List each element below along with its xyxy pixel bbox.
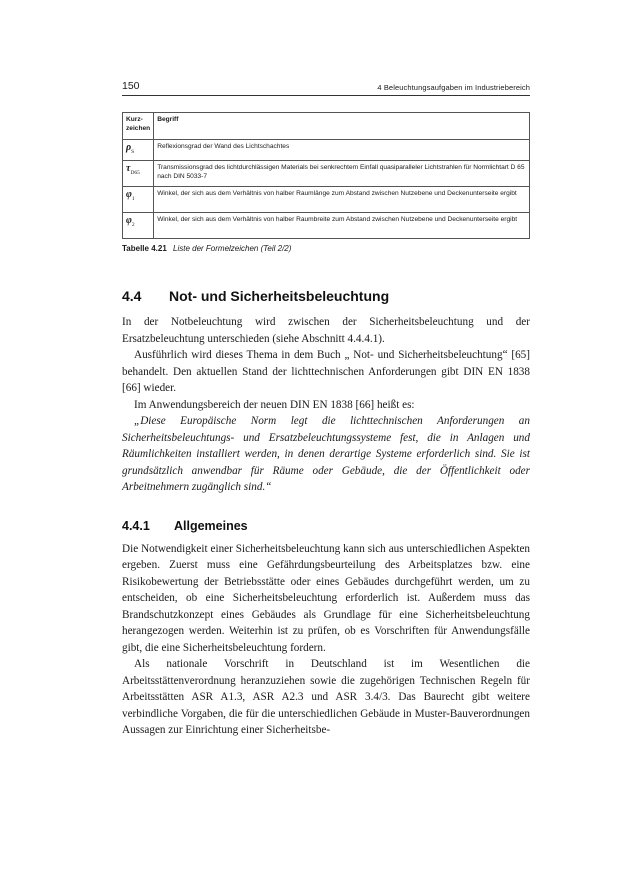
table-row [123, 140, 530, 161]
paragraph: Im Anwendungsbereich der neuen DIN EN 1838 [66] heißt es: [134, 398, 415, 411]
symbol-cell: $\tau_{D65}$ [123, 161, 154, 187]
subsection-number: 4.4.1 [122, 518, 150, 533]
paragraph: In der Notbeleuchtung wird zwischen der Sicherheitsbeleuchtung und der Ersatzbeleuchtung unterschieden (siehe Abschnitt 4.4.4.1). [122, 316, 530, 345]
chapter-title: 4 Beleuchtungsaufgaben im Industriebereich [377, 83, 530, 92]
symbol-cell: $\rho_S$ [123, 140, 154, 161]
term-cell: Transmissionsgrad des lichtdurchlässigen Materials bei senkrechtem Einfall quasiparalleler Lichtstrahlen für Normlichtart D 65 nach DIN 5033-7 [154, 161, 530, 187]
subsection-heading [122, 519, 530, 533]
quote-paragraph: „Diese Europäische Norm legt die lichttechnischen Anforderungen an Sicherheitsbeleuchtungs- und Ersatzbeleuchtungssysteme fest, die in Anlagen und Räumlichkeiten installiert werden, in denen derartige Systeme erforderlich sind. Sie ist grundsätzlich anwendbar für Räume oder Gebäude, die der Öffentlichkeit oder Arbeitnehmern zugänglich sind.“ [122, 415, 530, 493]
table-header-row [123, 113, 530, 140]
term-cell: Winkel, der sich aus dem Verhältnis von halber Raumbreite zum Abstand zwischen Nutzebene und Deckenunterseite ergibt [154, 213, 530, 239]
subsection-title: Allgemeines [174, 518, 248, 533]
subsection-body [122, 541, 530, 739]
caption-text: Liste der Formelzeichen (Teil 2/2) [173, 244, 292, 253]
section-title: Not- und Sicherheitsbeleuchtung [169, 288, 390, 304]
running-header [122, 78, 530, 96]
symbol-cell: $\varphi_2$ [123, 213, 154, 239]
formula-symbols-table [122, 112, 530, 239]
paragraph: Die Notwendigkeit einer Sicherheitsbeleuchtung kann sich aus unterschiedlichen Aspekten ergeben. Zuerst muss eine Gefährdungsbeurteilung des Arbeitsplatzes bzw. eine Risikobewertung der Betriebsstätte oder eines Gebäudes durchgeführt werden, um zu entscheiden, ob eine Sicherheitsbeleuchtung erforderlich ist. Außerdem muss das Brandschutzkonzept eines Gebäudes als Grundlage für eine Sicherheitsbeleuchtung herangezogen werden. Weiterhin ist zu prüfen, ob es Vorschriften für Anwendungsfälle gibt, die eine Sicherheitsbeleuchtung fordern. [122, 542, 530, 654]
section-heading [122, 288, 530, 304]
term-cell: Reflexionsgrad der Wand des Lichtschachtes [154, 140, 530, 161]
table-caption [122, 244, 530, 253]
column-header-abbrev: Kurz-zeichen [123, 113, 154, 140]
symbol-cell: $\varphi_1$ [123, 187, 154, 213]
term-cell: Winkel, der sich aus dem Verhältnis von halber Raumlänge zum Abstand zwischen Nutzebene und Deckenunterseite ergibt [154, 187, 530, 213]
caption-label: Tabelle 4.21 [122, 244, 167, 253]
table-row [123, 213, 530, 239]
paragraph: Als nationale Vorschrift in Deutschland ist im Wesentlichen die Arbeitsstättenverordnung heranzuziehen sowie die zugehörigen Technischen Regeln für Arbeitsstätten ASR A1.3, ASR A2.3 und ASR 3.4/3. Das Baurecht gibt weitere verbindliche Vorgaben, die für die unterschiedlichen Gebäude in Muster-Bauverordnungen Aussagen zur Einrichtung einer Sicherheitsbe- [122, 658, 530, 736]
page-number: 150 [122, 80, 140, 92]
table-row [123, 187, 530, 213]
table-row [123, 161, 530, 187]
column-header-term: Begriff [154, 113, 530, 140]
section-number: 4.4 [122, 288, 142, 304]
paragraph: Ausführlich wird dieses Thema in dem Buch „ Not- und Sicherheitsbeleuchtung“ [65] behandelt. Den aktuellen Stand der lichttechnischen Anforderungen gibt DIN EN 1838 [66] wieder. [122, 349, 530, 394]
book-page [122, 78, 530, 739]
section-body [122, 314, 530, 496]
